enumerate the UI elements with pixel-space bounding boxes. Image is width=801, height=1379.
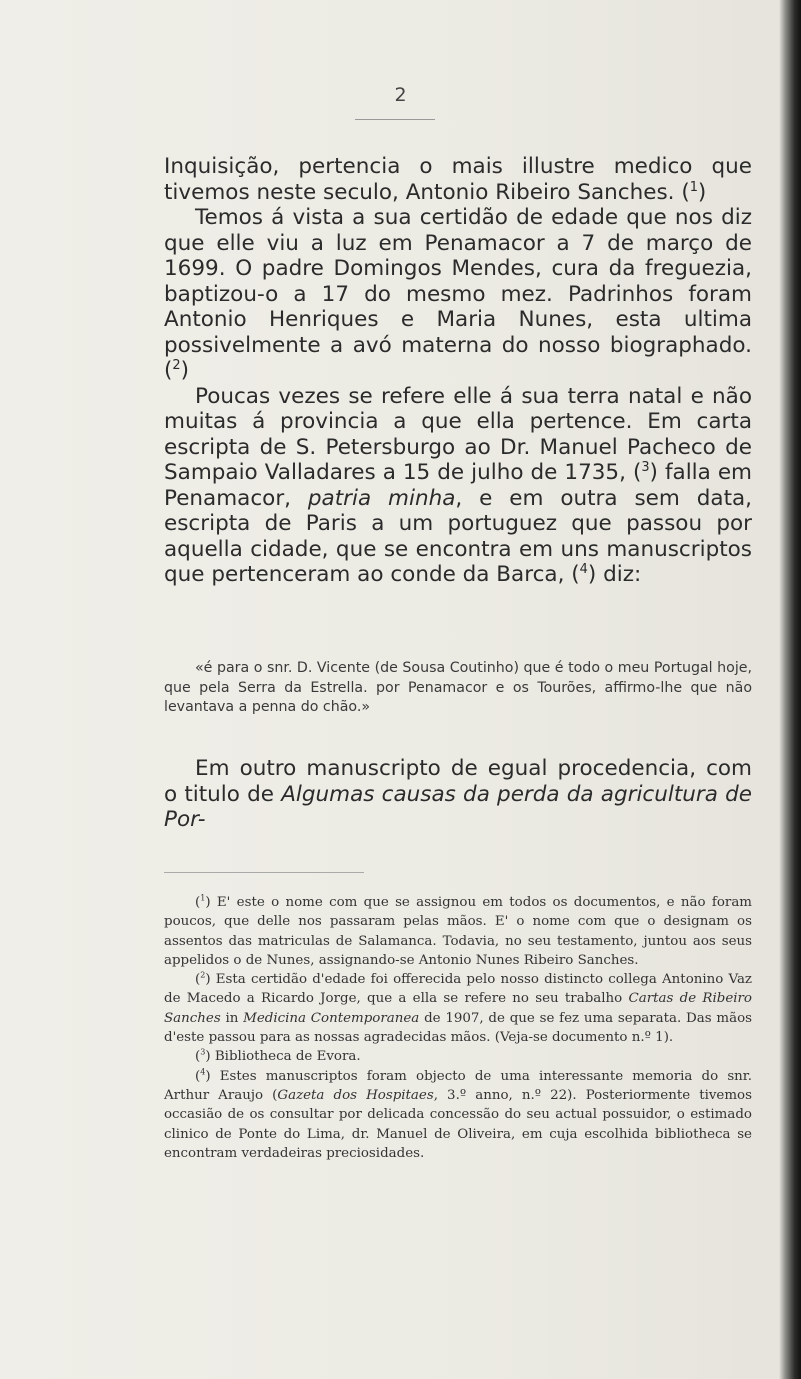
paragraph-4: Em outro manuscripto de egual procedencia, com o titulo de Algumas causas da perda da agricultura de Por- xyxy=(164,756,752,832)
footnote-2: ($^2$) Esta certidão d'edade foi offerecida pelo nosso distincto collega Antonino Vaz de Macedo a Ricardo Jorge, que a ella se refere no seu trabalho Cartas de Ribeiro Sanches in Medicina Contemporanea de 1907, de que se fez uma separata. Das mãos d'este passou para as nossas agradecidas mãos. (Veja-se documento n.º 1). xyxy=(164,970,753,1046)
block-quote xyxy=(164,659,752,718)
header-rule xyxy=(355,119,435,120)
footnote-ref-1: 1 xyxy=(689,179,698,195)
paragraph-3: Poucas vezes se refere elle á sua terra natal e não muitas á provincia a que ella pertence. Em carta escripta de S. Petersburgo ao Dr. Manuel Pacheco de Sampaio Valladares a 15 de julho de 1735, ($^3$) falla em Penamacor, patria minha, e em outra sem data, escripta de Paris a um portuguez que passou por aquella cidade, que se encontra em uns manuscriptos que pertenceram ao conde da Barca, ($^4$) diz: xyxy=(164,383,753,587)
footnote-1: ($^1$) E' este o nome com que se assignou em todos os documentos, e não foram poucos, que delle nos passaram pelas mãos. E' o nome com que o designam os assentos das matriculas de Salamanca. Todavia, no seu testamento, juntou aos seus appelidos o de Nunes, assignando-se Antonio Nunes Ribeiro Sanches. xyxy=(164,893,752,968)
paragraph-2: Temos á vista a sua certidão de edade que nos diz que elle viu a luz em Penamacor a 7 de março de 1699. O padre Domingos Mendes, cura da freguezia, baptizou-o a 17 do mesmo mez. Padrinhos foram Antonio Henriques e Maria Nunes, esta ultima possivelmente a avó materna do nosso biographado. ($^2$) xyxy=(164,205,752,383)
main-text xyxy=(164,154,752,588)
footnote-3: ($^3$) Bibliotheca de Evora. xyxy=(195,1047,361,1065)
page-number: 2 xyxy=(394,84,407,106)
page-binding-edge xyxy=(779,0,801,1379)
italic-phrase: patria minha xyxy=(307,485,456,511)
footnote-rule xyxy=(164,872,364,873)
quote-text: «é para o snr. D. Vicente (de Sousa Coutinho) que é todo o meu Portugal hoje, que pela Serra da Estrella. por Penamacor e os Tourões, affirmo-lhe que não levantava a penna do chão.» xyxy=(164,660,752,715)
main-text-continued xyxy=(164,756,752,833)
paragraph-1: Inquisição, pertencia o mais illustre medico que tivemos neste seculo, Antonio Ribeiro Sanches. ($^1$) xyxy=(164,154,752,205)
italic-title: Algumas causas da perda da agricultura de Por- xyxy=(164,781,752,832)
footnote-ref-3: 3 xyxy=(641,459,650,475)
footnote-4: ($^4$) Estes manuscriptos foram objecto de uma interessante memoria do snr. Arthur Araujo (Gazeta dos Hospitaes, 3.º anno, n.º 22). Posteriormente tivemos occasião de os consultar por delicada concessão do seu actual possuidor, o estimado clinico de Ponte do Lima, dr. Manuel de Oliveira, em cuja escolhida bibliotheca se encontram verdadeiras preciosidades. xyxy=(164,1067,752,1161)
footnotes xyxy=(164,893,752,1163)
footnote-ref-2: 2 xyxy=(172,357,181,373)
footnote-ref-4: 4 xyxy=(579,561,588,577)
